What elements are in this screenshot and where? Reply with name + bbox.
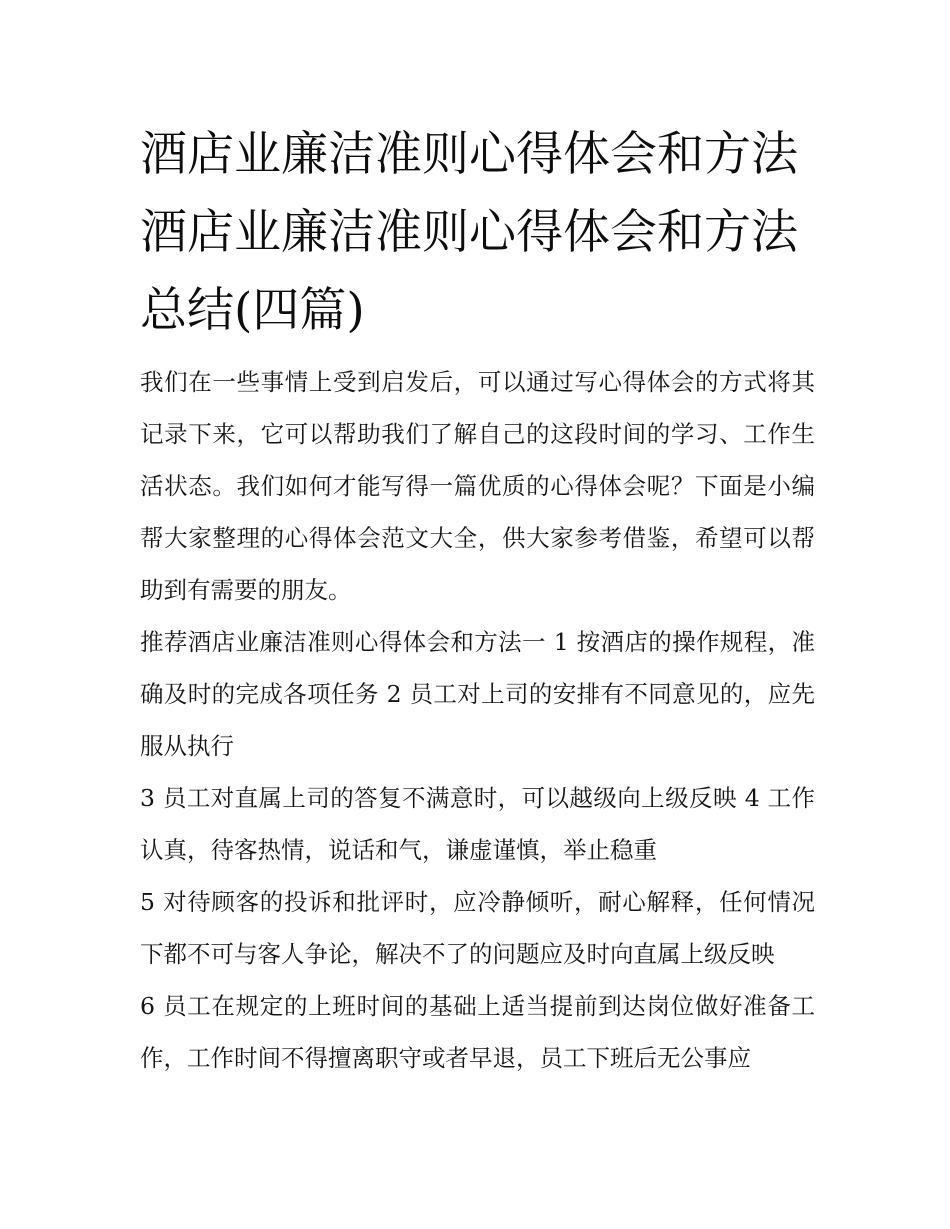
rule-paragraph-3-4: 3 员工对直属上司的答复不满意时，可以越级向上级反映 4 工作认真，待客热情，说话和气，谦虚谨慎，举止稳重 xyxy=(140,784,815,864)
rule-paragraph-5: 5 对待顾客的投诉和批评时，应冷静倾听，耐心解释，任何情况下都不可与客人争论，解决不了的问题应及时向直属上级反映 xyxy=(140,888,815,968)
rule-paragraph-6: 6 员工在规定的上班时间的基础上适当提前到达岗位做好准备工作，工作时间不得擅离职守或者早退，员工下班后无公事应 xyxy=(140,992,815,1072)
document-body xyxy=(140,116,815,1084)
intro-paragraph: 我们在一些事情上受到启发后，可以通过写心得体会的方式将其记录下来，它可以帮助我们了解自己的这段时间的学习、工作生活状态。我们如何才能写得一篇优质的心得体会呢？下面是小编帮大家整理的心得体会范文大全，供大家参考借鉴，希望可以帮助到有需要的朋友。 xyxy=(140,368,815,604)
rule-paragraph-1-2: 推荐酒店业廉洁准则心得体会和方法一 1 按酒店的操作规程，准确及时的完成各项任务 2 员工对上司的安排有不同意见的，应先服从执行 xyxy=(140,628,815,760)
document-title: 酒店业廉洁准则心得体会和方法 酒店业廉洁准则心得体会和方法总结(四篇) xyxy=(140,127,798,338)
